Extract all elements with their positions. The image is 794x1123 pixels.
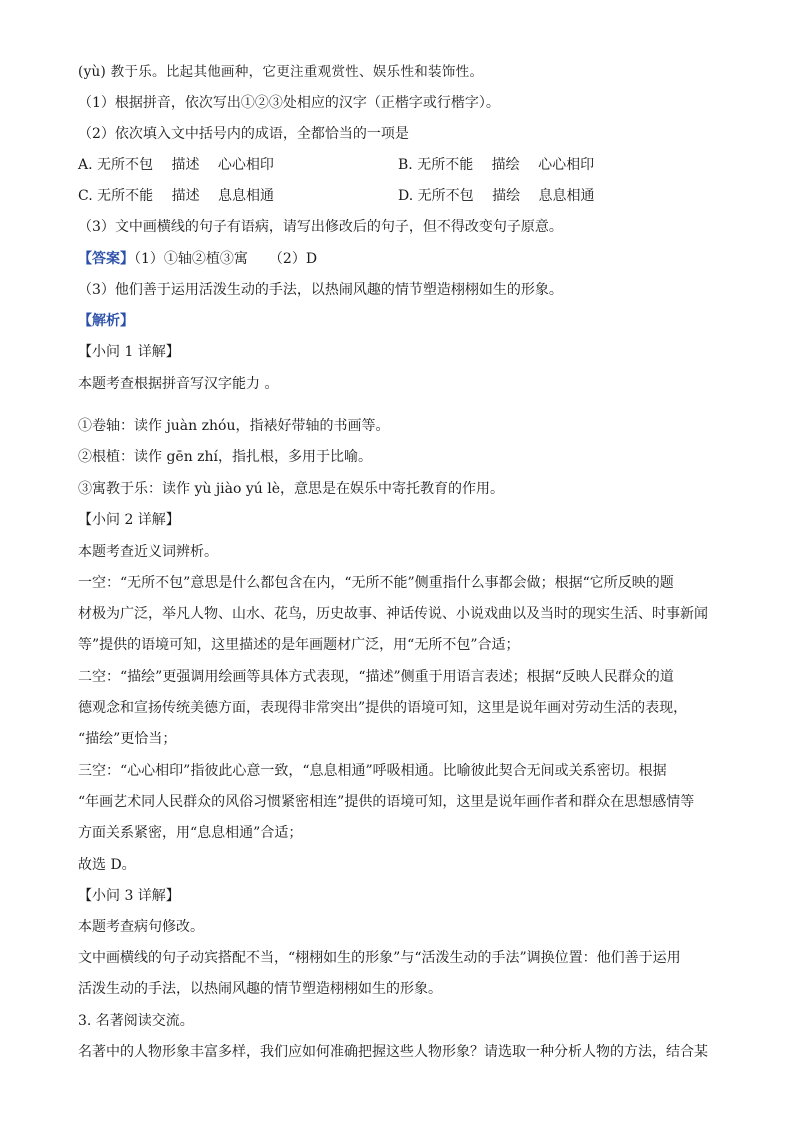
sub-question-3-heading: 【小问 3 详解】	[78, 888, 180, 904]
analysis-line: “年画艺术同人民群众的风俗习惯紧密相连”提供的语境可知，这里是说年画作者和群众在思想感情等	[78, 794, 695, 810]
analysis-line: 材极为广泛，举凡人物、山水、花鸟，历史故事、神话传说、小说戏曲以及当时的现实生活、时事新闻	[78, 606, 708, 622]
question-3: （3）文中画横线的句子有语病，请写出修改后的句子，但不得改变句子原意。	[78, 219, 563, 235]
analysis-tag: 【解析】	[78, 313, 134, 329]
analysis-line: 二空：“描绘”更强调用绘画等具体方式表现，“描述”侧重于用语言表述；根据“反映人民群众的道	[78, 669, 674, 685]
answer-text: （1）①轴②植③寓 （2）D	[134, 251, 318, 267]
question-3-prompt: 名著中的人物形象丰富多样，我们应如何准确把握这些人物形象？请选取一种分析人物的方法，结合某	[78, 1044, 708, 1060]
analysis-line: 德观念和宣扬传统美德方面，表现得非常突出”提供的语境可知，这里是说年画对劳动生活的表现，	[78, 700, 688, 716]
analysis-line: 一空：“无所不包”意思是什么都包含在内，“无所不能”侧重指什么事都会做；根据“它所反映的题	[78, 575, 674, 591]
analysis-line: 本题考查根据拼音写汉字能力 。	[78, 376, 279, 392]
answer-line	[78, 249, 317, 269]
analysis-line: 本题考查病句修改。	[78, 919, 204, 935]
analysis-line: ①卷轴：读作 juàn zhóu，指裱好带轴的书画等。	[78, 418, 390, 434]
option-d: D. 无所不包 描绘 息息相通	[398, 188, 595, 204]
analysis-line: 活泼生动的手法，以热闹风趣的情节塑造栩栩如生的形象。	[78, 981, 442, 997]
analysis-line: 故选 D。	[78, 857, 136, 873]
passage-tail: (yù) 教于乐。比起其他画种，它更注重观赏性、娱乐性和装饰性。	[78, 64, 484, 80]
analysis-line: 等”提供的语境可知，这里描述的是年画题材广泛，用“无所不包”合适；	[78, 637, 520, 653]
answer-3: （3）他们善于运用活泼生动的手法，以热闹风趣的情节塑造栩栩如生的形象。	[78, 282, 563, 298]
analysis-line: 本题考查近义词辨析。	[78, 544, 218, 560]
analysis-line: 三空：“心心相印”指彼此心意一致，“息息相通”呼吸相通。比喻彼此契合无间或关系密切。根据	[78, 763, 667, 779]
analysis-line: ②根植：读作 gēn zhí，指扎根，多用于比喻。	[78, 449, 373, 465]
analysis-line: “描绘”更恰当；	[78, 731, 177, 747]
question-heading-3: 3. 名著阅读交流。	[78, 1013, 194, 1029]
answer-tag: 【答案】	[78, 251, 134, 267]
sub-question-1-heading: 【小问 1 详解】	[78, 344, 180, 360]
analysis-line: 方面关系紧密，用“息息相通”合适；	[78, 825, 303, 841]
option-b: B. 无所不能 描绘 心心相印	[398, 157, 595, 173]
question-1: （1）根据拼音，依次写出①②③处相应的汉字（正楷字或行楷字）。	[78, 95, 500, 111]
option-a: A. 无所不包 描述 心心相印	[78, 157, 274, 173]
sub-question-2-heading: 【小问 2 详解】	[78, 512, 180, 528]
option-c: C. 无所不能 描述 息息相通	[78, 188, 275, 204]
analysis-line: ③寓教于乐：读作 yù jiào yú lè，意思是在娱乐中寄托教育的作用。	[78, 481, 505, 497]
question-2: （2）依次填入文中括号内的成语，全都恰当的一项是	[78, 126, 409, 142]
analysis-line: 文中画横线的句子动宾搭配不当，“栩栩如生的形象”与“活泼生动的手法”调换位置：他们善于运用	[78, 950, 681, 966]
